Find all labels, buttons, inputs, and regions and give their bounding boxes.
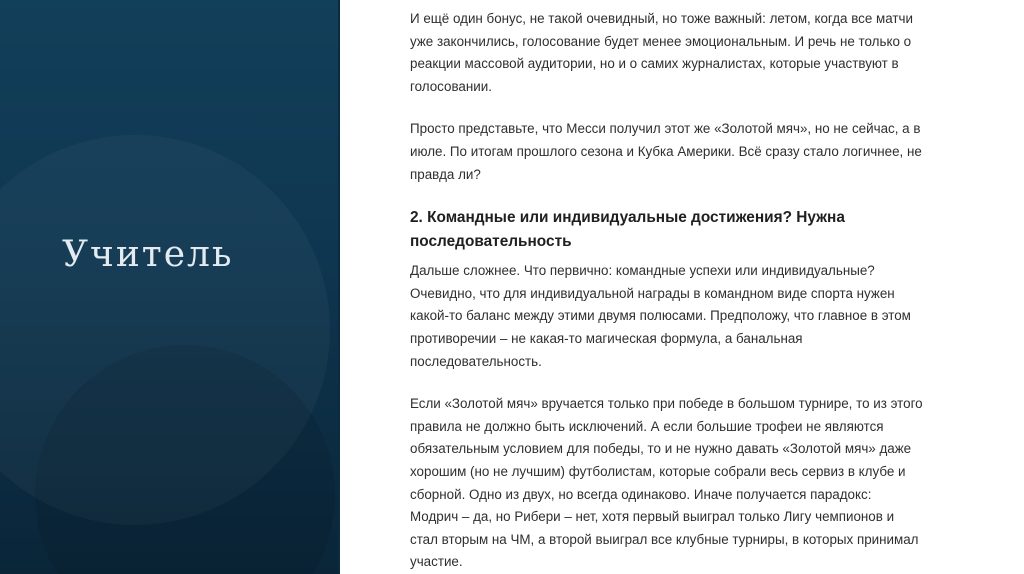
heading-line: 2. Командные или индивидуальные достижения? Нужна [410, 209, 845, 227]
text-line: противоречии – не какая-то магическая формула, а банальная [410, 330, 803, 346]
text-line: хорошим (но не лучшим) футболистам, которые собрали весь сервиз в клубе и [410, 463, 906, 479]
text-line: реакции массовой аудитории, но и о самих журналистах, которые участвуют в [410, 56, 899, 72]
text-line: последовательность. [410, 353, 542, 369]
text-line: Модрич – да, но Рибери – нет, хотя первый выиграл только Лигу чемпионов и [410, 509, 895, 525]
text-line: Дальше сложнее. Что первично: командные успехи или индивидуальные? [410, 263, 875, 279]
title-panel [0, 0, 340, 574]
text-line: какой-то баланс между этими двумя полюсами. Предположу, что главное в этом [410, 308, 911, 324]
text-line: обязательным условием для победы, то и не нужно давать «Золотой мяч» даже [410, 441, 912, 457]
paragraph-paradox [410, 393, 970, 574]
text-line: стал вторым на ЧМ, а второй выиграл все клубные турниры, в которых принимал [410, 531, 919, 547]
heading-line: последовательность [410, 233, 572, 251]
text-line: Если «Золотой мяч» вручается только при победе в большом турнире, то из этого [410, 396, 923, 412]
section-heading [410, 206, 970, 254]
text-line: июле. По итогам прошлого сезона и Кубка Америки. Всё сразу стало логичнее, не [410, 143, 922, 159]
paragraph-messi [410, 118, 970, 186]
text-line: голосовании. [410, 78, 492, 94]
slide-title: Учитель [62, 234, 234, 275]
text-line: Просто представьте, что Месси получил этот же «Золотой мяч», но не сейчас, а в [410, 121, 921, 137]
panel-divider [338, 0, 340, 574]
text-line: уже закончились, голосование будет менее эмоциональным. И речь не только о [410, 33, 912, 49]
text-line: участие. [410, 554, 463, 570]
text-line: И ещё один бонус, не такой очевидный, но тоже важный: летом, когда все матчи [410, 11, 913, 26]
paragraph-consistency [410, 260, 970, 373]
paragraph-bonus [410, 8, 970, 98]
text-line: Очевидно, что для индивидуальной награды в командном виде спорта нужен [410, 285, 895, 301]
article-screenshot [410, 8, 970, 574]
text-line: правила не должно быть исключений. А если большие трофеи не являются [410, 418, 884, 434]
text-line: сборной. Одно из двух, но всегда одинаково. Иначе получается парадокс: [410, 486, 872, 502]
text-line: правда ли? [410, 166, 481, 182]
